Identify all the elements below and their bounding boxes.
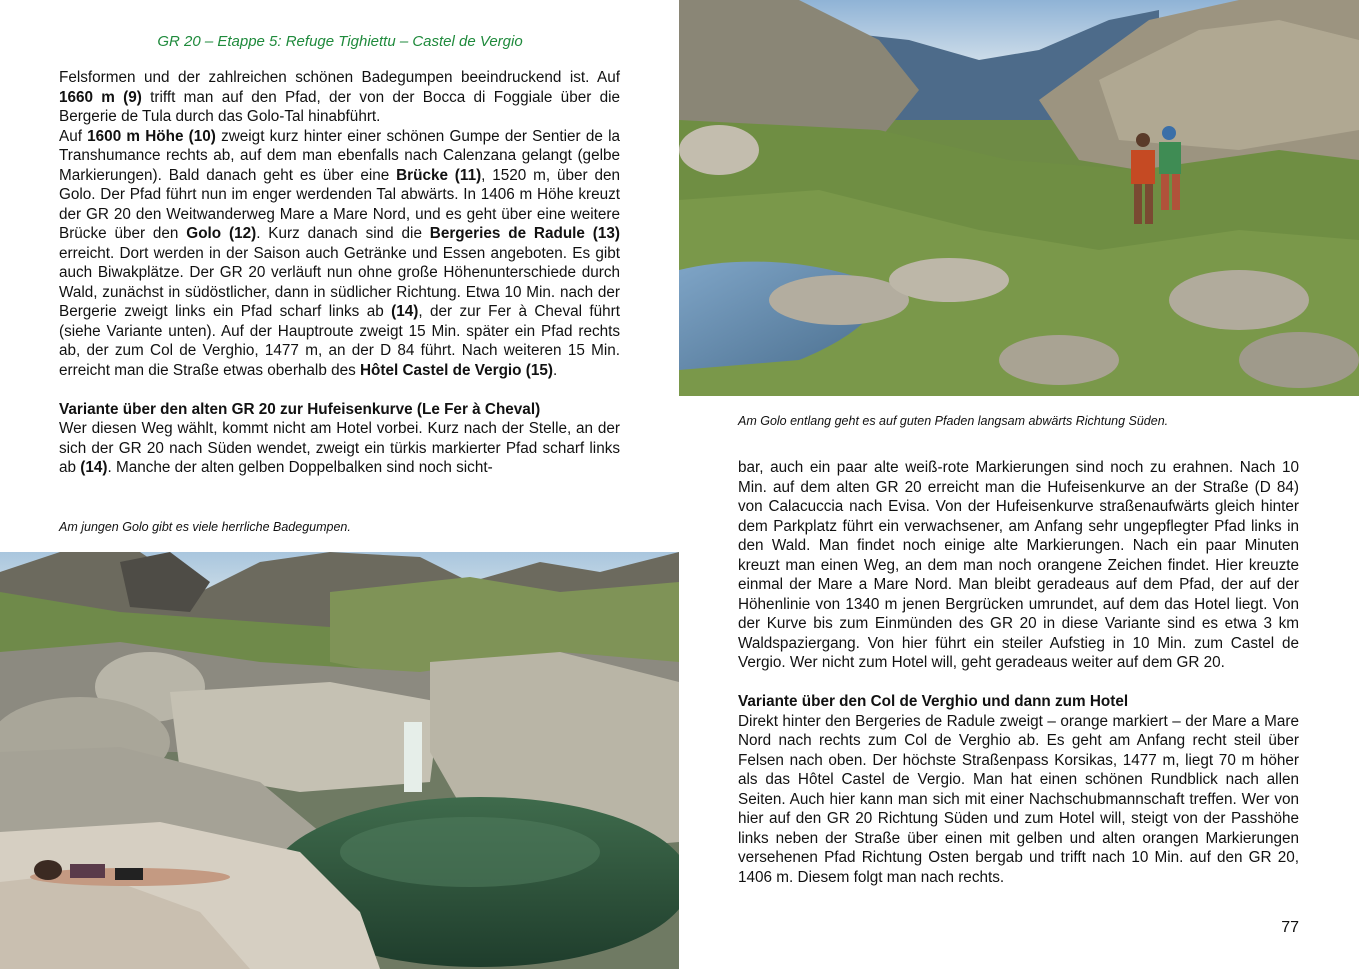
paragraph [59,419,620,478]
waypoint-bold: 1600 m Höhe (10) [87,127,216,145]
waypoint-bold: Golo (12) [186,225,257,242]
waypoint-bold: Bergeries de Radule (13) [429,225,620,242]
running-header: GR 20 – Etappe 5: Refuge Tighiettu – Castel de Vergio [157,33,523,50]
text-run: , der zur Fer à Cheval führt (siehe Variante unten). Auf der Hauptroute zweigt 15 Min. später ein Pfad rechts ab, der zum Col de Verghio, 1477 m, an der D 84 führt. Nach weiteren 15 Min. erreicht man die Straße etwas oberhalb des [59,303,620,379]
paragraph: Direkt hinter den Bergeries de Radule zweigt – orange markiert – der Mare a Mare Nord nach rechts zum Col de Verghio ab. Es geht am Anfang recht steil über Felsen nach oben. Der höchste Straßenpass Korsikas, 1477 m, liegt 70 m höher als das Hôtel Castel de Vergio. Man hat einen schönen Rundblick nach allen Seiten. Auch hier kann man sich mit einer Nachschubmannschaft treffen. Wer von hier auf den GR 20 Richtung Süden und zum Hotel will, steigt von der Passhöhe links neben der Straße über einen mit gelben und alten orangen Markierungen versehenen Pfad Richtung Osten bergab und trifft nach 10 Min. auf den GR 20, 1406 m. Diesem folgt man nach rechts. [738,712,1299,886]
text-run: , 1520 m, über den Golo. Der Pfad führt nun im enger werdenden Tal abwärts. In 1406 m Höhe kreuzt der GR 20 den Weitwanderweg Mare a Mare Nord, und es geht über eine weitere Brücke über den [59,166,620,242]
text-run: zweigt kurz hinter einer schönen Gumpe der Sentier de la Transhumance rechts ab, auf dem man ebenfalls nach Calenzana gelangt (gelbe Markierungen). Bald danach geht es über eine [59,127,620,184]
variant-heading: Variante über den alten GR 20 zur Hufeisenkurve (Le Fer à Cheval) [59,400,541,418]
text-run: . Kurz danach sind die [256,225,430,242]
text-run: Felsformen und der zahlreichen schönen Badegumpen beeindruckend ist. Auf [59,69,620,86]
paragraph: bar, auch ein paar alte weiß-rote Markierungen sind noch zu erahnen. Nach 10 Min. auf dem alten GR 20 erreicht man die Hufeisenkurve an der Straße (D 84) von Calacuccia nach Evisa. Von der Hufeisenkurve straßenaufwärts gleich hinter dem Parkplatz führt ein verwachsener, am Anfang sehr ungepflegter Pfad links in den Wald. Man findet noch einige alte Markierungen. Nach ein paar Minuten kreuzt man einen Weg, an dem man noch orangene Zeichen findet. Hier kreuzte einmal der Mare a Mare Nord. Man bleibt geradeaus auf dem Pfad, der auf der Höhenlinie von 1340 m jenen Bergrücken umrundet, auf dem das Hotel liegt. Von der Kurve bis zum Einmünden des GR 20 in diese Variante sind es etwa 3 km Waldspaziergang. Von hier führt ein steiler Aufstieg in 10 Min. zum Castel de Vergio. Wer nicht zum Hotel will, geht geradeaus weiter auf dem GR 20. [738,459,1299,671]
text-run: . Manche der alten gelben Doppelbalken sind noch sicht- [107,459,493,476]
left-text-column [59,68,620,478]
photo-swimming-hole [0,552,679,969]
right-text-column [738,458,1299,887]
photo-hikers-golo-valley [679,0,1359,396]
photo-hikers-golo-valley-image [679,0,1359,396]
text-run: trifft man auf den Pfad, der von der Bocca di Foggiale über die Bergerie de Tula durch das Golo-Tal hinabführt. [59,88,620,125]
text-run: erreicht. Dort werden in der Saison auch Getränke und Essen angeboten. Es gibt auch Biwakplätze. Der GR 20 verläuft nun ohne große Höhenunterschiede durch Wald, zunächst in südöstlicher, dann in südlicher Richtung. Etwa 10 Min. nach der Bergerie zweigt links ein Pfad scharf links ab [59,244,620,320]
waypoint-bold: Hôtel Castel de Vergio (15) [360,361,553,379]
waypoint-bold: 1660 m (9) [59,88,142,106]
waypoint-bold: Brücke (11) [396,166,482,184]
photo-swimming-hole-image [0,552,679,969]
waypoint-bold: (14) [80,459,108,476]
text-run: Wer diesen Weg wählt, kommt nicht am Hotel vorbei. Kurz nach der Stelle, an der sich der GR 20 nach Süden wendet, zweigt ein türkis markierter Pfad scharf links ab [59,420,620,476]
photo-caption-left: Am jungen Golo gibt es viele herrliche Badegumpen. [59,520,351,534]
variant-heading: Variante über den Col de Verghio und dann zum Hotel [738,693,1129,710]
text-run: . [552,361,558,379]
photo-caption-right: Am Golo entlang geht es auf guten Pfaden langsam abwärts Richtung Süden. [738,414,1169,428]
paragraph [59,127,620,381]
waypoint-bold: (14) [391,303,419,320]
page-number: 77 [1281,919,1299,936]
paragraph [59,68,620,127]
text-run: Auf [59,127,88,145]
